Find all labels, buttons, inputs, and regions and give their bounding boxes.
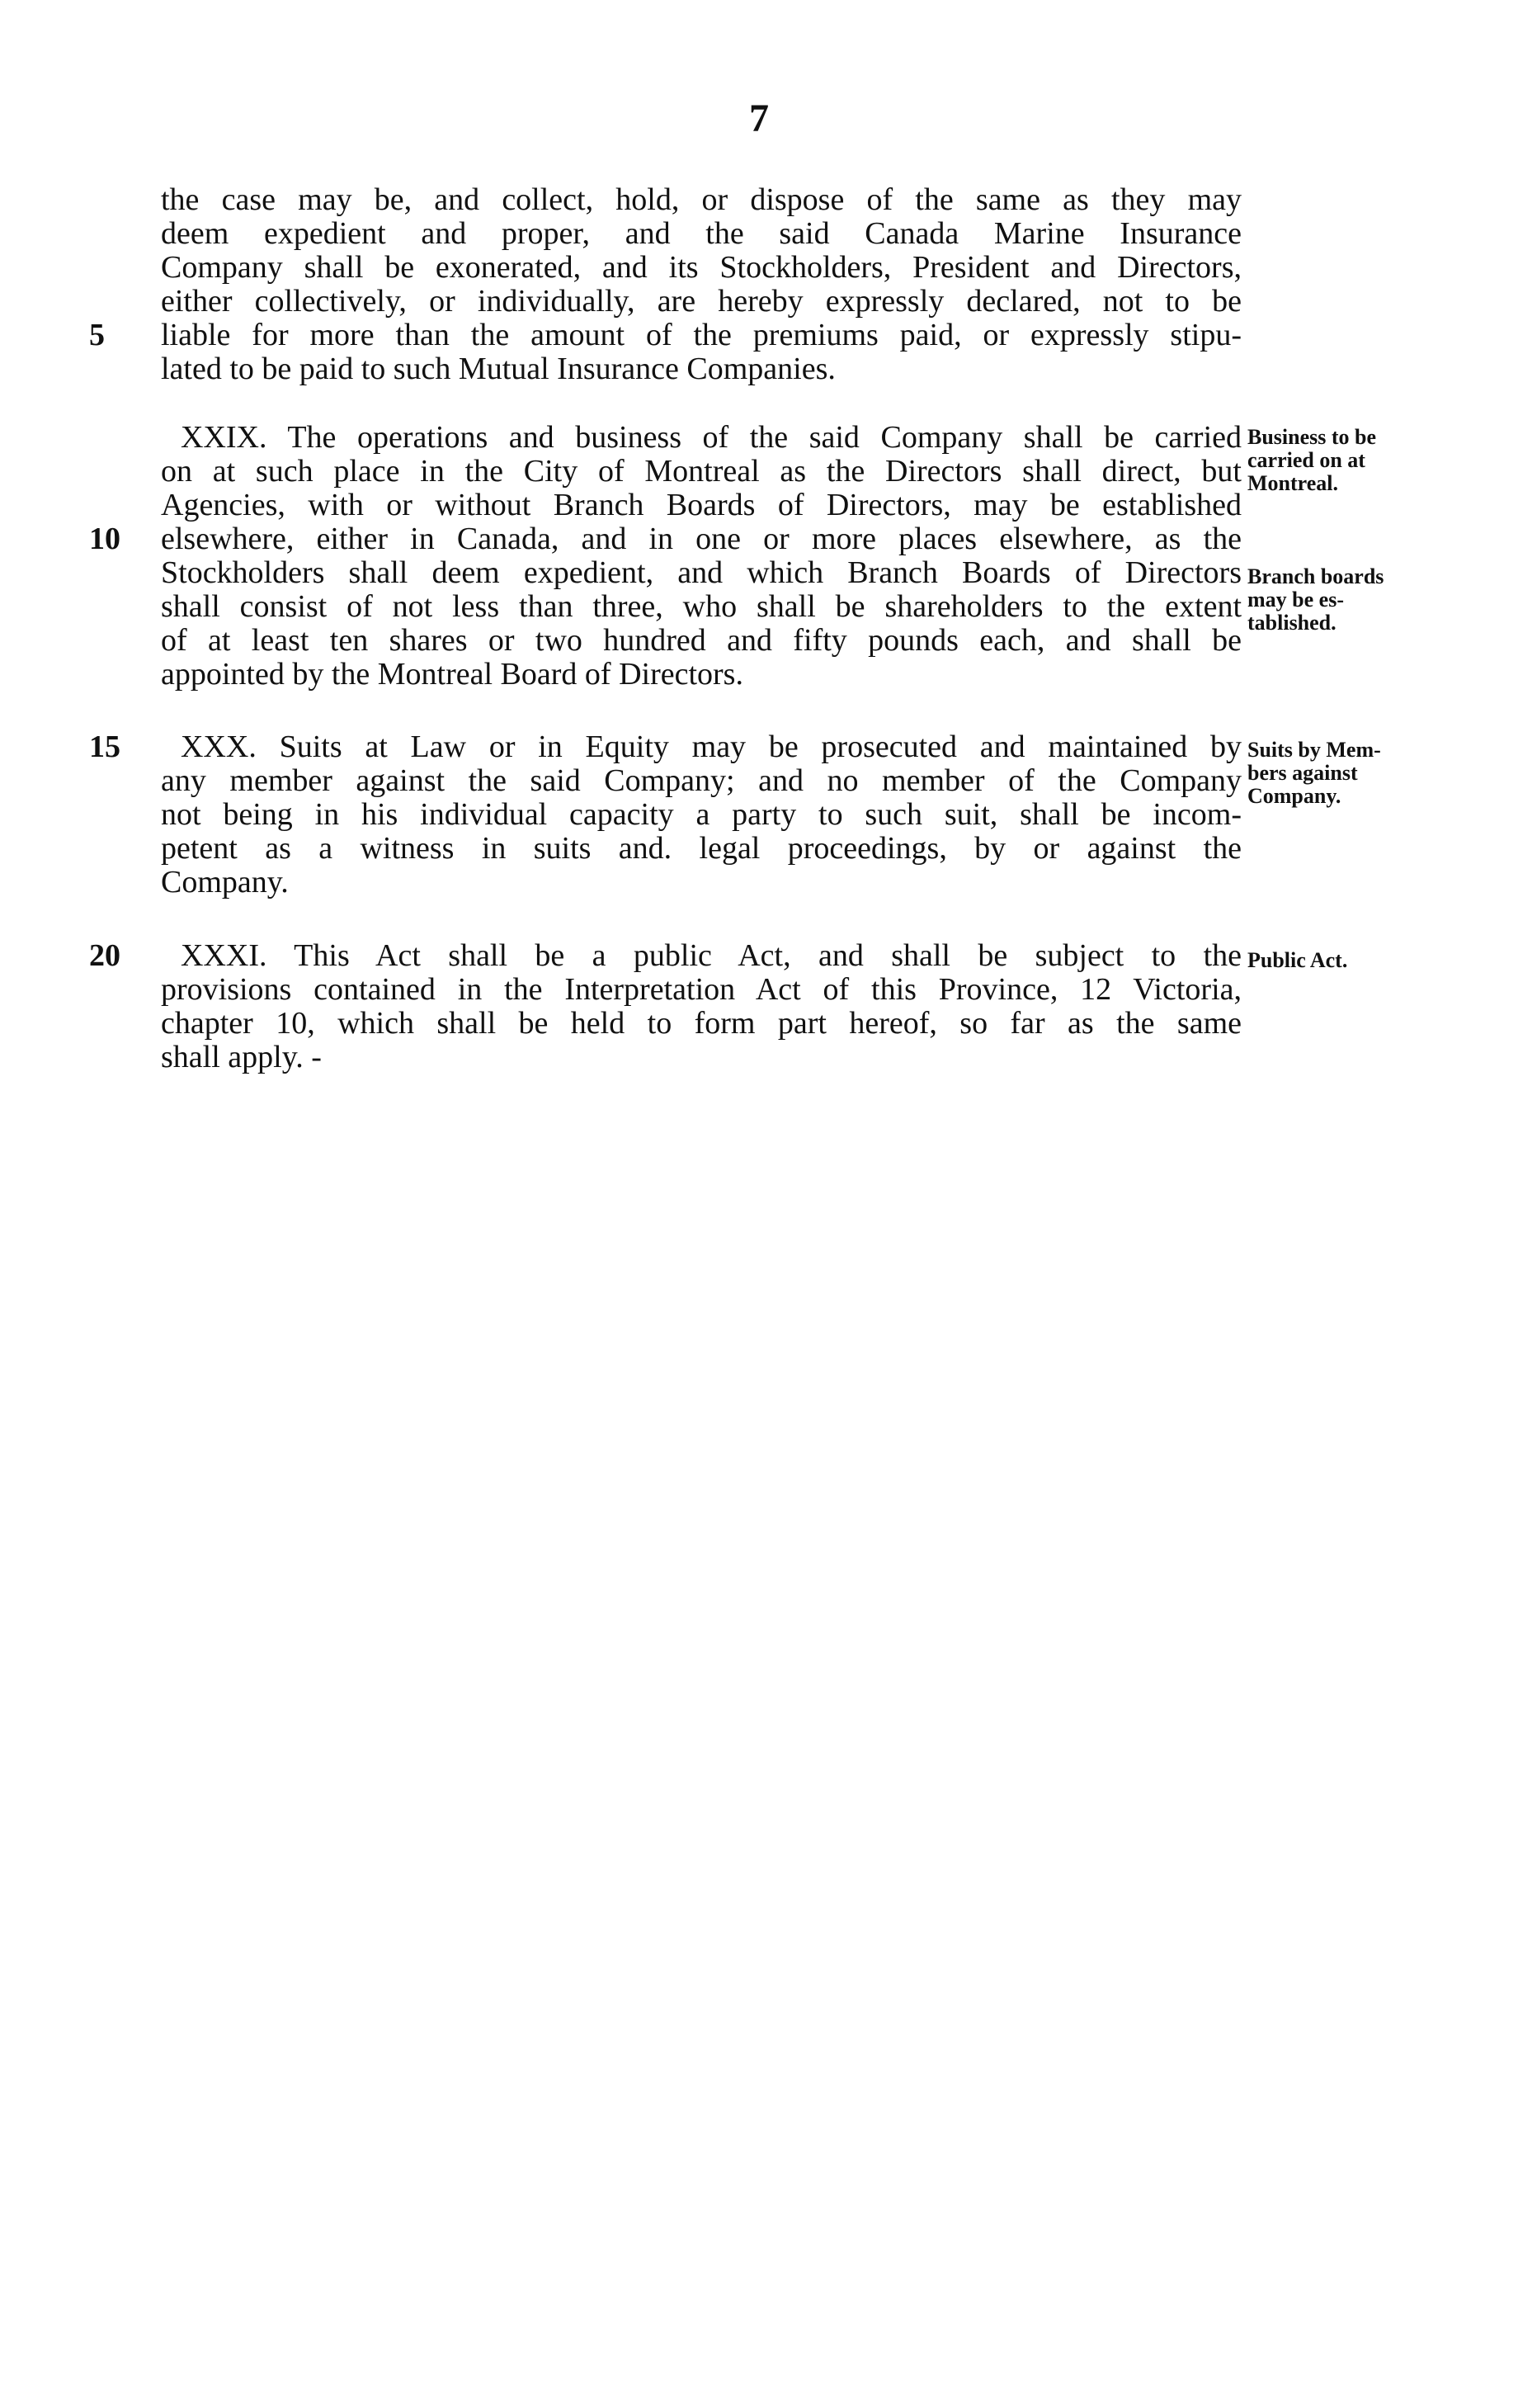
text-line: deem expedient and proper, and the said Canada Marine Insurance: [161, 216, 1242, 251]
marginal-note: [1247, 949, 1445, 972]
text-line: chapter 10, which shall be held to form part hereof, so far as the same: [161, 1006, 1242, 1041]
text-line: Stockholders shall deem expedient, and which Branch Boards of Directors: [161, 555, 1242, 590]
text-line: shall apply. -: [161, 1040, 322, 1074]
marginal-note-line: Branch boards: [1247, 564, 1384, 588]
marginal-note-line: Public Act.: [1247, 948, 1348, 972]
marginal-note-line: Business to be: [1247, 425, 1377, 449]
text-line: XXIX. The operations and business of the said Company shall be carried: [181, 420, 1242, 455]
marginal-note: [1247, 739, 1445, 808]
text-line: XXXI. This Act shall be a public Act, and shall be subject to the: [181, 938, 1242, 973]
line-number: 5: [89, 318, 105, 352]
text-line: of at least ten shares or two hundred and fifty pounds each, and shall be: [161, 623, 1242, 658]
text-line: lated to be paid to such Mutual Insurance Companies.: [161, 352, 836, 386]
section-xxx: [161, 730, 1242, 899]
page-number: 7: [749, 97, 769, 140]
marginal-note: [1247, 565, 1445, 635]
text-line: liable for more than the amount of the premiums paid, or expressly stipu-: [161, 318, 1242, 352]
text-line: on at such place in the City of Montreal as the Directors shall direct, but: [161, 454, 1242, 489]
text-line: not being in his individual capacity a party to such suit, shall be incom-: [161, 797, 1242, 832]
marginal-note: [1247, 426, 1445, 495]
text-line: shall consist of not less than three, who shall be shareholders to the extent: [161, 589, 1242, 624]
section-xxix: [161, 421, 1242, 692]
marginal-note-line: Suits by Mem-: [1247, 738, 1381, 762]
line-number: 20: [89, 938, 120, 973]
text-line: provisions contained in the Interpretation Act of this Province, 12 Victoria,: [161, 972, 1242, 1007]
text-line: Company shall be exonerated, and its Stockholders, President and Directors,: [161, 250, 1242, 285]
text-line: appointed by the Montreal Board of Directors.: [161, 657, 743, 692]
line-number: 10: [89, 522, 120, 556]
marginal-note-line: Montreal.: [1247, 471, 1338, 495]
marginal-note-line: bers against: [1247, 761, 1358, 785]
marginal-note-line: tablished.: [1247, 611, 1336, 635]
line-number: 15: [89, 729, 120, 764]
text-line: either collectively, or individually, are hereby expressly declared, not to be: [161, 284, 1242, 319]
marginal-note-line: may be es-: [1247, 588, 1344, 611]
text-line: the case may be, and collect, hold, or dispose of the same as they may: [161, 182, 1242, 217]
text-line: XXX. Suits at Law or in Equity may be prosecuted and maintained by: [181, 729, 1242, 764]
text-line: any member against the said Company; and no member of the Company: [161, 763, 1242, 798]
marginal-note-line: carried on at: [1247, 448, 1365, 472]
marginal-note-line: Company.: [1247, 784, 1341, 808]
text-line: Company.: [161, 865, 289, 899]
text-line: elsewhere, either in Canada, and in one or more places elsewhere, as the: [161, 522, 1242, 556]
text-line: Agencies, with or without Branch Boards of Directors, may be established: [161, 488, 1242, 522]
section-xxxi: [161, 939, 1242, 1074]
paragraph-continuation: [161, 183, 1242, 386]
text-line: petent as a witness in suits and. legal proceedings, by or against the: [161, 831, 1242, 866]
